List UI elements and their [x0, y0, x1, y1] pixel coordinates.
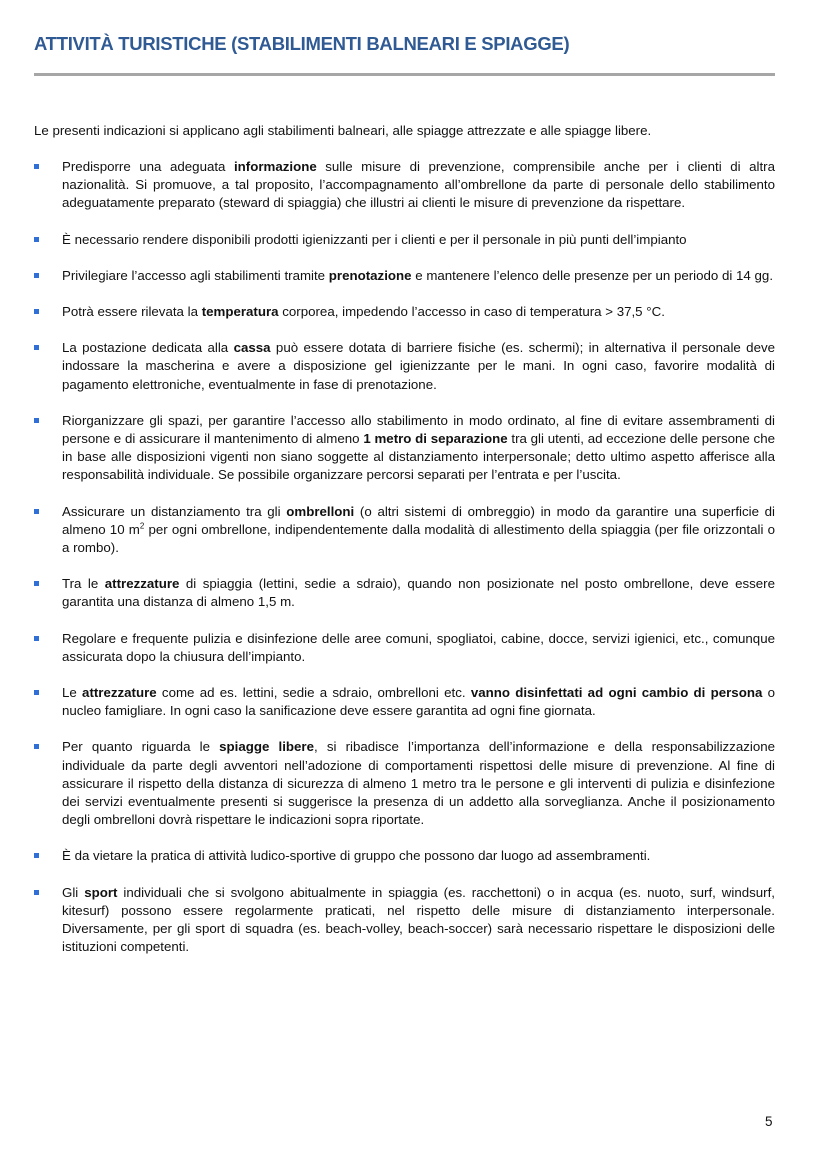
- text-run: per ogni ombrellone, indipendentemente dalla modalità di allestimento della spiaggia (per file orizzontali o a rombo).: [62, 521, 775, 556]
- text-run: individuali che si svolgono abitualmente in spiaggia (es. racchettoni) o in acqua (es. nuoto, surf, windsurf, kitesurf) possono essere regolarmente praticati, nel rispetto delle misure di distanziamento interpersonale. Diversamente, per gli sport di squadra (es. beach-volley, beach-soccer) sarà necessario rispettare le disposizioni delle istituzioni competenti.: [62, 884, 775, 955]
- square-bullet-icon: [34, 690, 39, 695]
- text-run: Predisporre una adeguata: [62, 159, 234, 174]
- text-run: È da vietare la pratica di attività ludico-sportive di gruppo che possono dar luogo ad assembramenti.: [62, 848, 651, 864]
- text-run: come ad es. lettini, sedie a sdraio, ombrelloni etc.: [156, 685, 471, 701]
- text-run: tra gli utenti, ad eccezione delle persone che in base alle disposizioni vigenti non siano soggette al distanziamento interpersonale; detto ultimo aspetto afferisce alla responsabilità individuale. Se possibile organizzare percorsi separati per l’entrata e per l’uscita.: [62, 431, 775, 483]
- list-item: [34, 339, 775, 394]
- emphasis-text: informazione: [233, 159, 317, 174]
- emphasis-text: ombrelloni: [286, 503, 355, 519]
- list-item: [34, 884, 775, 957]
- list-item: [34, 158, 775, 213]
- square-bullet-icon: [34, 744, 39, 749]
- text-run: Riorganizzare gli spazi, per garantire l’accesso allo stabilimento in modo ordinato, al fine di evitare assembramenti di persone e di assicurare il mantenimento di almeno: [62, 412, 775, 447]
- square-bullet-icon: [34, 164, 39, 169]
- square-bullet-icon: [34, 509, 39, 514]
- emphasis-text: spiagge libere: [219, 739, 315, 755]
- emphasis-text: attrezzature: [82, 685, 157, 701]
- text-run: Regolare e frequente pulizia e disinfezione delle aree comuni, spogliatoi, cabine, docce, servizi igienici, etc., comunque assicurata dopo la chiusura dell’impianto.: [62, 630, 775, 664]
- text-run: Privilegiare l’accesso agli stabilimenti tramite: [62, 267, 329, 283]
- text-run: Potrà essere rilevata la: [62, 304, 202, 320]
- square-bullet-icon: [34, 345, 39, 350]
- list-item-text: [62, 268, 773, 283]
- square-bullet-icon: [34, 581, 39, 586]
- text-run: Gli: [62, 884, 85, 900]
- square-bullet-icon: [34, 418, 39, 423]
- page-number: 5: [765, 1114, 773, 1129]
- square-bullet-icon: [34, 853, 39, 858]
- emphasis-text: 1 metro di separazione: [363, 431, 508, 447]
- list-item: [34, 503, 775, 558]
- list-item: [34, 630, 775, 666]
- square-bullet-icon: [34, 237, 39, 242]
- text-run: (o altri sistemi di ombreggio) in modo da garantire una superficie di almeno 10 m: [62, 503, 775, 537]
- text-run: Assicurare un distanziamento tra gli: [62, 503, 287, 519]
- text-run: Le: [62, 685, 83, 701]
- list-item-text: [62, 631, 775, 664]
- list-item: [34, 231, 775, 249]
- emphasis-text: cassa: [233, 340, 271, 356]
- text-run: , si ribadisce l’importanza dell’informazione e della responsabilizzazione individuale da parte degli avventori nell’adozione di comportamenti rispettosi delle misure di prevenzione. Al fine di assicurare il rispetto della distanza di sicurezza di almeno 1 metro tra le persone e gli interventi di pulizia e disinfezione dei servizi eventualmente presenti si suggerisce la presenza di un addetto alla sorveglianza. Anche il posizionamento degli ombrelloni dovrà rispettare le indicazioni sopra riportate.: [62, 739, 776, 828]
- list-item: [34, 684, 775, 720]
- text-run: È necessario rendere disponibili prodotti igienizzanti per i clienti e per il personale in più punti dell’impianto: [62, 231, 687, 247]
- list-item-text: [62, 232, 687, 247]
- title-divider: [34, 73, 775, 76]
- list-item-text: [62, 848, 650, 863]
- text-run: corporea, impedendo l’accesso in caso di temperatura > 37,5 °C.: [278, 304, 665, 320]
- list-item: [34, 303, 775, 321]
- square-bullet-icon: [34, 309, 39, 314]
- square-bullet-icon: [34, 273, 39, 278]
- list-item-text: [62, 159, 775, 210]
- list-item-text: [62, 504, 775, 555]
- emphasis-text: sport: [84, 884, 118, 900]
- list-item-text: [62, 304, 665, 319]
- guideline-list: [34, 158, 775, 957]
- emphasis-text: prenotazione: [328, 267, 412, 283]
- page-title: ATTIVITÀ TURISTICHE (STABILIMENTI BALNEARI E SPIAGGE): [34, 33, 570, 54]
- text-run: Per quanto riguarda le: [62, 739, 220, 755]
- emphasis-text: vanno disinfettati ad ogni cambio di persona: [470, 685, 763, 701]
- list-item: [34, 575, 775, 611]
- list-item-text: [62, 685, 775, 718]
- text-run: e mantenere l’elenco delle presenze per un periodo di 14 gg.: [411, 267, 774, 283]
- list-item: [34, 847, 775, 865]
- emphasis-text: temperatura: [201, 304, 279, 320]
- list-item-text: [62, 576, 775, 609]
- text-run: può essere dotata di barriere fisiche (es. schermi); in alternativa il personale deve indossare la mascherina e avere a disposizione gel igienizzante per le mani. In ogni caso, favorire modalità di pagamento elettroniche, eventualmente in fase di prenotazione.: [62, 340, 776, 392]
- superscript: 2: [139, 521, 145, 531]
- list-item: [34, 412, 775, 485]
- list-item: [34, 267, 775, 285]
- list-item-text: [62, 413, 775, 483]
- text-run: La postazione dedicata alla: [62, 340, 234, 356]
- text-run: di spiaggia (lettini, sedie a sdraio), quando non posizionate nel posto ombrellone, deve essere garantita una distanza di almeno 1,5 m.: [62, 576, 775, 610]
- text-run: sulle misure di prevenzione, comprensibile anche per i clienti di altra nazionalità. Si promuove, a tal proposito, l’accompagnamento all’ombrellone da parte di personale dello stabilimento adeguatamente preparato (steward di spiaggia) che illustri ai clienti le misure di prevenzione da rispettare.: [62, 159, 775, 211]
- list-item-text: [62, 739, 775, 827]
- emphasis-text: attrezzature: [104, 576, 180, 592]
- square-bullet-icon: [34, 890, 39, 895]
- list-item: [34, 738, 775, 829]
- square-bullet-icon: [34, 636, 39, 641]
- list-item-text: [62, 340, 775, 391]
- intro-paragraph: Le presenti indicazioni si applicano agli stabilimenti balneari, alle spiagge attrezzate e alle spiagge libere.: [34, 123, 652, 138]
- list-item-text: [62, 885, 775, 955]
- text-run: o nucleo famigliare. In ogni caso la sanificazione deve essere garantita ad ogni fine giornata.: [62, 685, 776, 719]
- text-run: Tra le: [62, 576, 105, 592]
